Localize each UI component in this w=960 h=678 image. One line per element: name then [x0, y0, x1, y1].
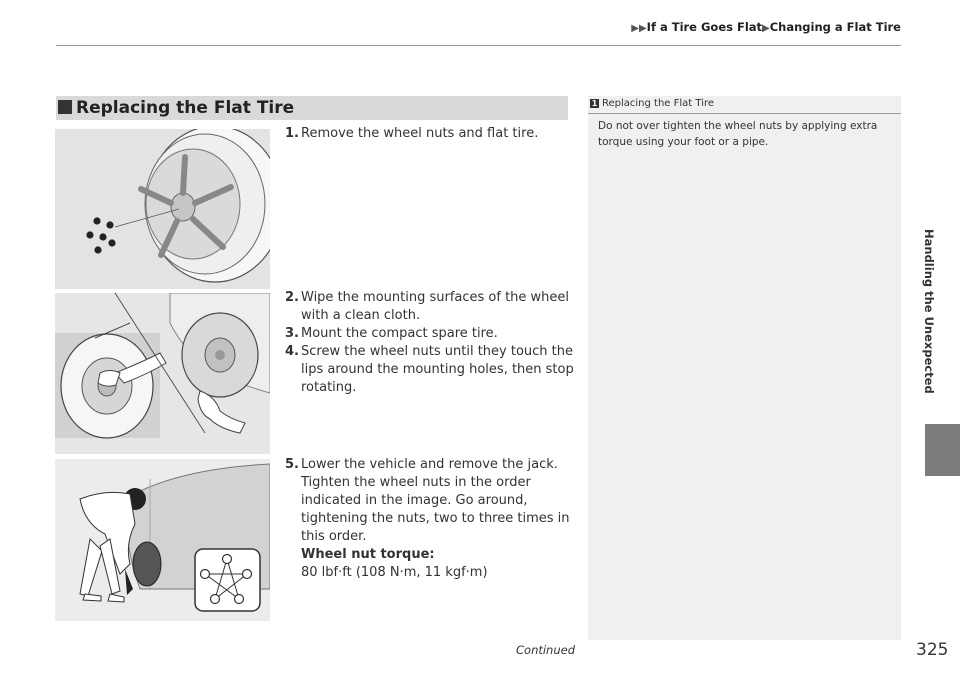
- step-text: Screw the wheel nuts until they touch the lips around the mounting holes, then stop rotating.: [301, 344, 574, 395]
- figure-remove-wheel-nuts: [55, 129, 270, 289]
- breadcrumb-arrow-icon: ▶▶: [631, 23, 647, 34]
- step-text: Wipe the mounting surfaces of the wheel with a clean cloth.: [301, 290, 570, 323]
- step-number: 5.: [285, 457, 299, 472]
- step-group-1: [285, 125, 575, 143]
- chapter-side-tab-label: Handling the Unexpected: [922, 229, 936, 394]
- note-body: Do not over tighten the wheel nuts by applying extra torque using your foot or a pipe.: [598, 120, 878, 148]
- page-number: 325: [916, 640, 949, 660]
- note-panel: [588, 96, 901, 640]
- breadcrumb-item-flat-tire: If a Tire Goes Flat: [646, 20, 763, 34]
- continued-label: Continued: [516, 643, 576, 657]
- figure-tightening-order: [55, 459, 270, 621]
- chapter-tab-marker: [925, 424, 960, 476]
- step-group-3: [285, 456, 575, 582]
- note-reference-icon: 1: [591, 99, 598, 108]
- note-heading-text: Replacing the Flat Tire: [602, 98, 715, 109]
- step-number: 2.: [285, 290, 299, 305]
- figure-wipe-mounting-surface: [55, 293, 270, 454]
- section-heading: [56, 96, 568, 120]
- section-square-icon: [58, 100, 72, 114]
- step-text: Remove the wheel nuts and flat tire.: [301, 126, 539, 141]
- step-number: 3.: [285, 326, 299, 341]
- step-group-2: [285, 289, 575, 397]
- step-number: 4.: [285, 344, 299, 359]
- torque-value: 80 lbf·ft (108 N·m, 11 kgf·m): [301, 565, 488, 580]
- chapter-side-tab: [922, 0, 936, 678]
- breadcrumb: [505, 20, 901, 34]
- step-item: [285, 125, 575, 143]
- step-text: Mount the compact spare tire.: [301, 326, 498, 341]
- step-number: 1.: [285, 126, 299, 141]
- torque-label: Wheel nut torque:: [301, 547, 435, 562]
- step-item: [285, 343, 575, 397]
- section-title: Replacing the Flat Tire: [76, 98, 295, 118]
- note-heading: [588, 97, 901, 114]
- step-item: [285, 289, 575, 325]
- step-item: [285, 456, 575, 582]
- breadcrumb-item-changing-tire: Changing a Flat Tire: [769, 20, 901, 34]
- breadcrumb-arrow-icon: ▶: [762, 23, 770, 34]
- step-text: Lower the vehicle and remove the jack. Tighten the wheel nuts in the order indicated in the image. Go around, tightening the nuts, two to three times in this order.: [301, 457, 570, 544]
- header-divider: [56, 45, 901, 46]
- step-item: [285, 325, 575, 343]
